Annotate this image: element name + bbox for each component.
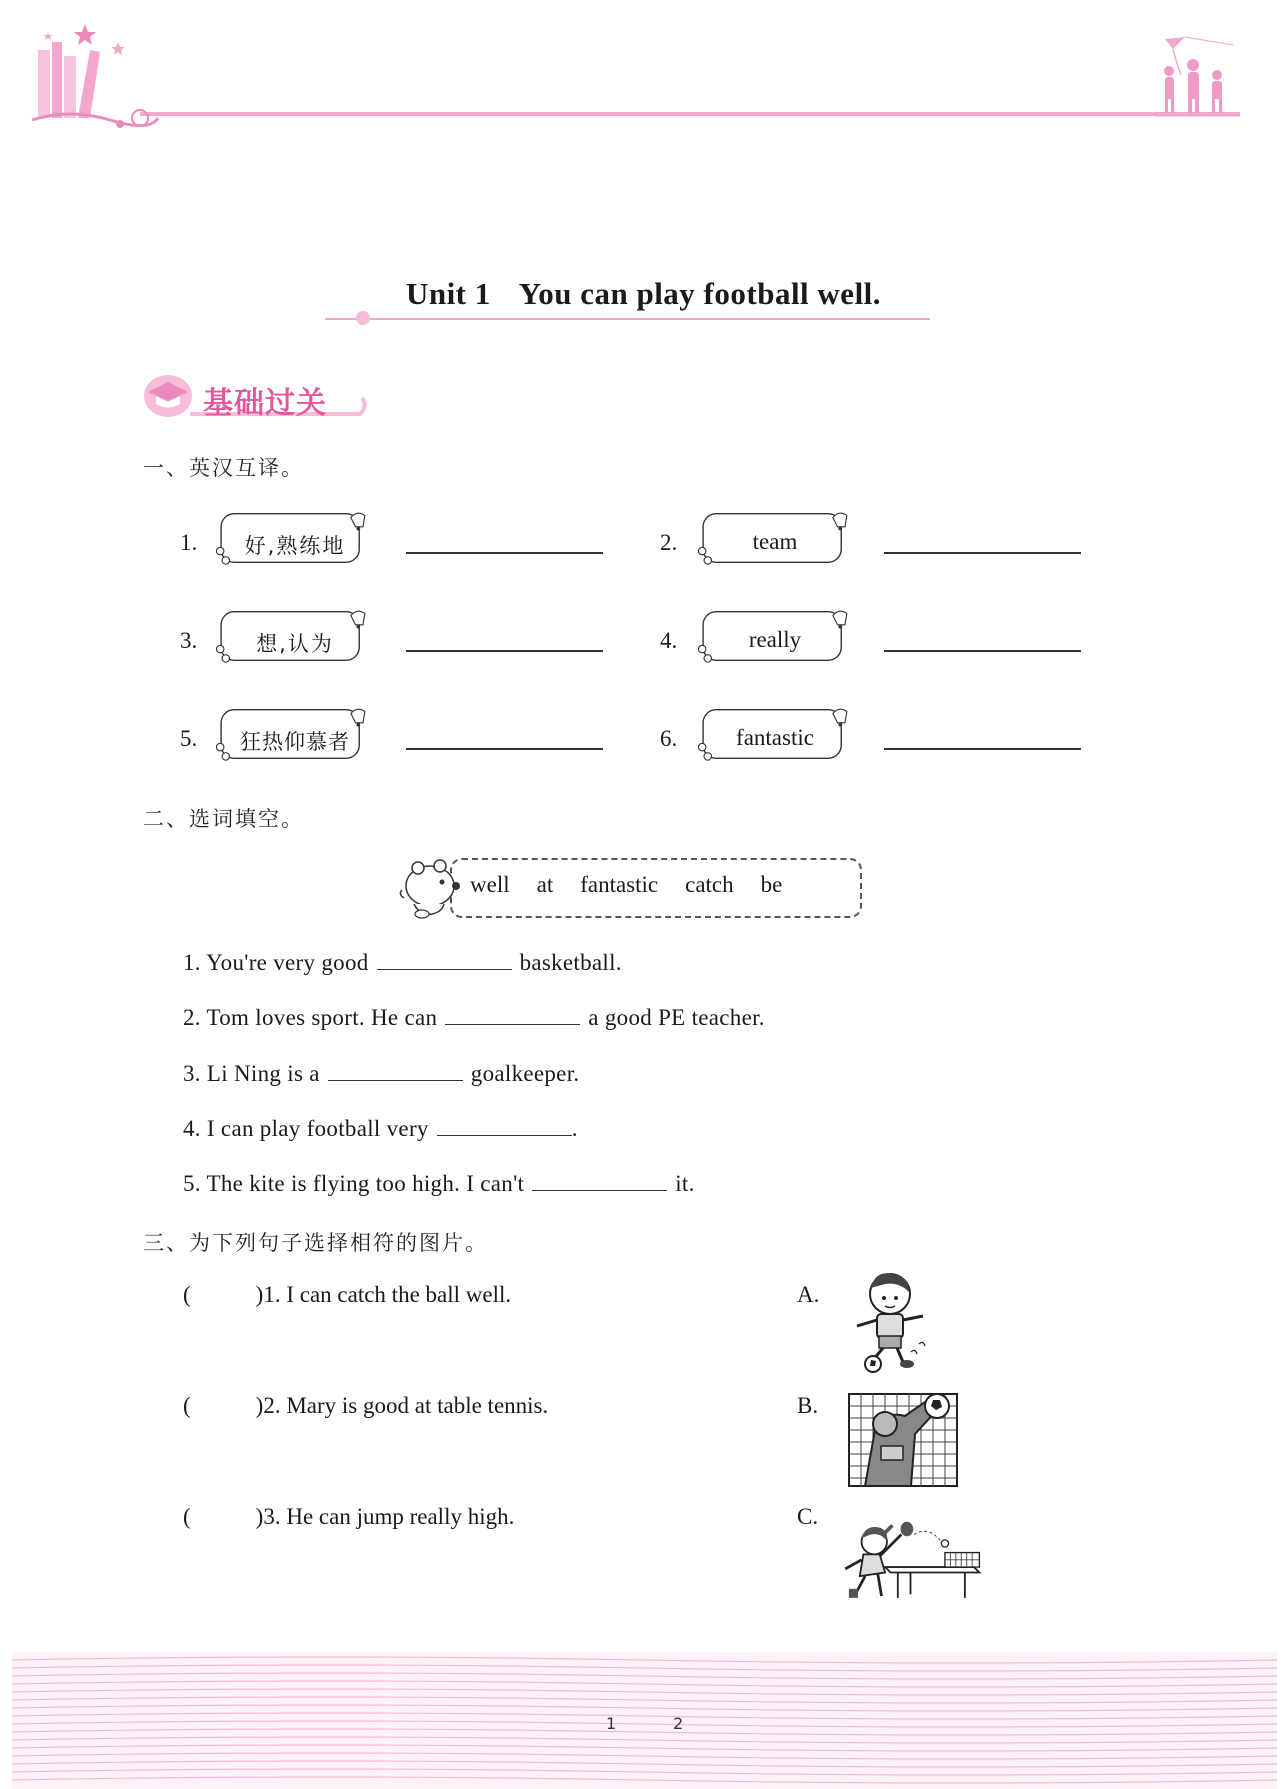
word-bank-item: well bbox=[470, 872, 510, 897]
word-to-translate: 好,熟练地 bbox=[244, 534, 346, 558]
unit-title: You can play football well. bbox=[518, 276, 882, 311]
word-bank-item: fantastic bbox=[580, 872, 659, 897]
word-bank bbox=[470, 872, 782, 898]
fill-sentence bbox=[183, 1171, 695, 1197]
item-number: 6. bbox=[660, 726, 678, 751]
page-number-right: 2 bbox=[673, 1714, 684, 1733]
boy-kicking-football-icon bbox=[845, 1268, 990, 1373]
match-sentence bbox=[183, 1504, 514, 1530]
fill-sentence bbox=[183, 1005, 765, 1031]
title-underline bbox=[325, 318, 930, 320]
item-number: 1. bbox=[180, 530, 198, 555]
bear-mascot-icon bbox=[398, 856, 464, 920]
sentence-number: 3. bbox=[183, 1061, 201, 1086]
fill-sentence bbox=[183, 950, 622, 976]
option-label: B. bbox=[797, 1393, 819, 1418]
word-bank-item: at bbox=[536, 872, 554, 897]
sentence-text: Li Ning is a bbox=[206, 1061, 320, 1086]
sentence-number: 5. bbox=[183, 1171, 201, 1196]
sentence-text: 3. He can jump really high. bbox=[263, 1504, 515, 1529]
item-number: 4. bbox=[660, 628, 678, 653]
sentence-text: it. bbox=[675, 1171, 695, 1196]
fill-sentence bbox=[183, 1116, 578, 1142]
item-number: 2. bbox=[660, 530, 678, 555]
sentence-text: goalkeeper. bbox=[470, 1061, 580, 1086]
word-to-translate: 想,认为 bbox=[256, 632, 334, 656]
books-logo-icon bbox=[30, 20, 160, 135]
word-to-translate: team bbox=[752, 529, 798, 554]
word-to-translate: 狂热仰慕者 bbox=[240, 730, 350, 754]
answer-blank[interactable] bbox=[328, 1062, 463, 1081]
unit-label: Unit 1 bbox=[405, 276, 491, 311]
sentence-number: 4. bbox=[183, 1116, 201, 1141]
sentence-text: basketball. bbox=[519, 950, 622, 975]
answer-blank[interactable] bbox=[445, 1006, 580, 1025]
answer-blank[interactable] bbox=[884, 552, 1081, 554]
option-label: A. bbox=[797, 1282, 820, 1307]
sentence-text: You're very good bbox=[206, 950, 369, 975]
sentence-text: Tom loves sport. He can bbox=[206, 1005, 438, 1030]
answer-paren-open: ( bbox=[183, 1393, 191, 1418]
sentence-text: The kite is flying too high. I can't bbox=[206, 1171, 525, 1196]
wave-lines-footer bbox=[12, 1652, 1277, 1789]
word-to-translate: really bbox=[748, 627, 802, 652]
title-dot bbox=[356, 311, 370, 325]
goalkeeper-catching-ball-icon bbox=[845, 1390, 990, 1490]
answer-paren-close: ) bbox=[255, 1504, 264, 1529]
page-number-left: 1 bbox=[606, 1714, 617, 1733]
sentence-number: 2. bbox=[183, 1005, 201, 1030]
word-bank-item: catch bbox=[685, 872, 734, 897]
page-title bbox=[0, 276, 1287, 312]
answer-paren-open: ( bbox=[183, 1504, 191, 1529]
item-number: 5. bbox=[180, 726, 198, 751]
answer-paren-open: ( bbox=[183, 1282, 191, 1307]
section-badge-label: 基础过关 bbox=[203, 386, 327, 421]
answer-blank[interactable] bbox=[406, 552, 603, 554]
sentence-number: 1. bbox=[183, 950, 201, 975]
answer-blank[interactable] bbox=[884, 748, 1081, 750]
girl-playing-table-tennis-icon bbox=[838, 1512, 983, 1604]
sentence-text: a good PE teacher. bbox=[588, 1005, 765, 1030]
answer-paren-close: ) bbox=[255, 1393, 264, 1418]
match-sentence bbox=[183, 1393, 548, 1419]
match-sentence bbox=[183, 1282, 511, 1308]
sentence-text: 2. Mary is good at table tennis. bbox=[263, 1393, 549, 1418]
header-rule bbox=[140, 112, 1240, 116]
item-number: 3. bbox=[180, 628, 198, 653]
answer-paren-close: ) bbox=[255, 1282, 264, 1307]
word-bank-item: be bbox=[760, 872, 783, 897]
answer-blank[interactable] bbox=[532, 1172, 667, 1191]
word-to-translate: fantastic bbox=[736, 725, 814, 750]
sentence-text: . bbox=[571, 1116, 578, 1141]
section1-heading: 一、英汉互译。 bbox=[143, 456, 304, 480]
section3-heading: 三、为下列句子选择相符的图片。 bbox=[143, 1231, 488, 1255]
children-flying-kite-icon bbox=[1155, 35, 1240, 120]
answer-blank[interactable] bbox=[406, 650, 603, 652]
fill-sentence bbox=[183, 1061, 579, 1087]
answer-blank[interactable] bbox=[884, 650, 1081, 652]
sentence-text: 1. I can catch the ball well. bbox=[263, 1282, 512, 1307]
section2-heading: 二、选词填空。 bbox=[143, 807, 304, 831]
answer-blank[interactable] bbox=[406, 748, 603, 750]
sentence-text: I can play football very bbox=[206, 1116, 429, 1141]
answer-blank[interactable] bbox=[437, 1117, 572, 1136]
option-label: C. bbox=[797, 1504, 819, 1529]
answer-blank[interactable] bbox=[377, 951, 512, 970]
